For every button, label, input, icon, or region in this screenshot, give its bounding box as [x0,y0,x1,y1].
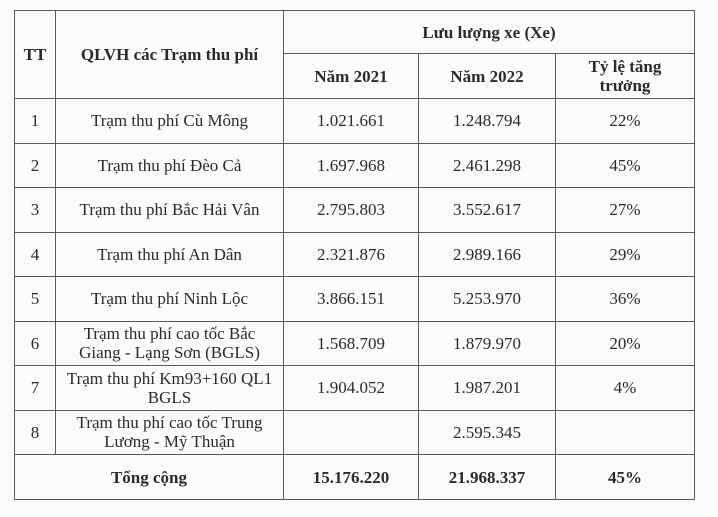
cell-2021: 1.697.968 [284,143,419,188]
header-tt: TT [15,11,56,99]
cell-2021: 1.021.661 [284,99,419,144]
cell-2021: 2.795.803 [284,188,419,233]
cell-tt: 4 [15,232,56,277]
cell-station: Trạm thu phí cao tốc Trung Lương - Mỹ Thuận [56,410,284,455]
table-row [15,366,695,411]
cell-rate [556,410,695,455]
table-row [15,321,695,366]
cell-station: Trạm thu phí Đèo Cả [56,143,284,188]
header-row-group [15,11,695,54]
cell-station: Trạm thu phí Km93+160 QL1 BGLS [56,366,284,411]
cell-tt: 2 [15,143,56,188]
total-2022: 21.968.337 [419,455,556,500]
cell-tt: 6 [15,321,56,366]
cell-rate: 29% [556,232,695,277]
cell-2021: 2.321.876 [284,232,419,277]
cell-2022: 1.879.970 [419,321,556,366]
cell-2021: 1.568.709 [284,321,419,366]
cell-2022: 2.461.298 [419,143,556,188]
table-row [15,188,695,233]
table-row [15,410,695,455]
cell-station: Trạm thu phí Cù Mông [56,99,284,144]
cell-2021: 1.904.052 [284,366,419,411]
cell-rate: 36% [556,277,695,322]
header-year-2021: Năm 2021 [284,54,419,99]
total-label: Tổng cộng [15,455,284,500]
header-growth-rate: Tỷ lệ tăng trưởng [556,54,695,99]
cell-rate: 45% [556,143,695,188]
cell-rate: 27% [556,188,695,233]
cell-tt: 5 [15,277,56,322]
total-rate: 45% [556,455,695,500]
cell-rate: 4% [556,366,695,411]
cell-tt: 3 [15,188,56,233]
cell-2022: 2.989.166 [419,232,556,277]
header-traffic-volume: Lưu lượng xe (Xe) [284,11,695,54]
cell-tt: 8 [15,410,56,455]
cell-2021: 3.866.151 [284,277,419,322]
cell-tt: 1 [15,99,56,144]
cell-rate: 20% [556,321,695,366]
cell-2022: 1.987.201 [419,366,556,411]
table-row [15,277,695,322]
cell-tt: 7 [15,366,56,411]
cell-station: Trạm thu phí An Dân [56,232,284,277]
cell-station: Trạm thu phí Bắc Hải Vân [56,188,284,233]
header-station: QLVH các Trạm thu phí [56,11,284,99]
cell-station: Trạm thu phí Ninh Lộc [56,277,284,322]
cell-2021 [284,410,419,455]
cell-station: Trạm thu phí cao tốc Bắc Giang - Lạng Sơn (BGLS) [56,321,284,366]
table-row [15,99,695,144]
cell-2022: 3.552.617 [419,188,556,233]
table-row [15,143,695,188]
cell-rate: 22% [556,99,695,144]
traffic-volume-table [14,10,695,500]
total-2021: 15.176.220 [284,455,419,500]
cell-2022: 5.253.970 [419,277,556,322]
header-year-2022: Năm 2022 [419,54,556,99]
cell-2022: 1.248.794 [419,99,556,144]
cell-2022: 2.595.345 [419,410,556,455]
table-row [15,232,695,277]
total-row [15,455,695,500]
